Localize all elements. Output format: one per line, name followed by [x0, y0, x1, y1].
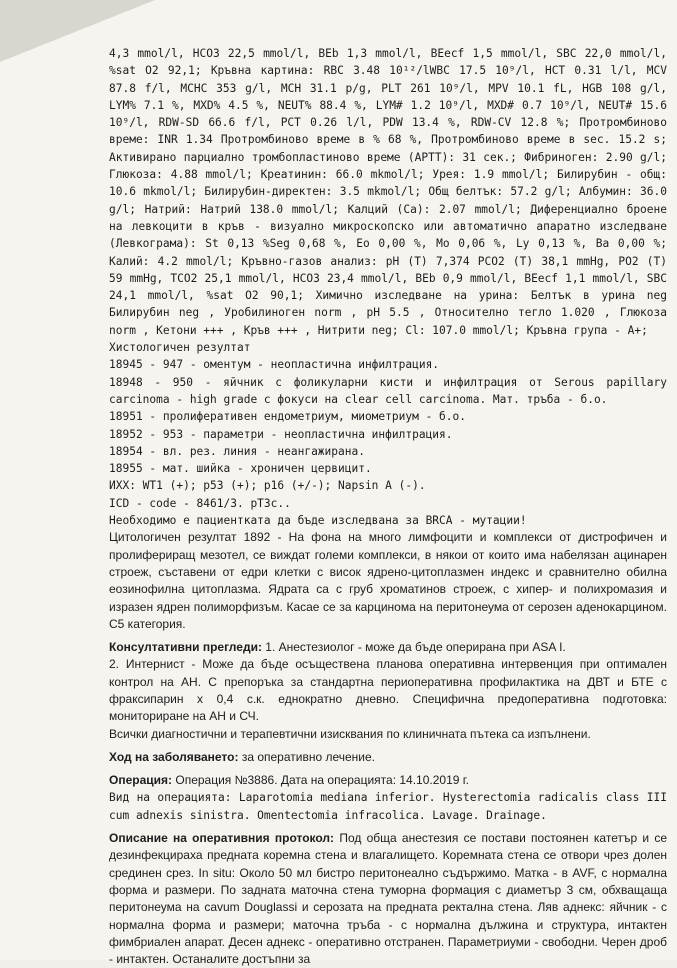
requirements-statement: Всички диагностични и терапевтични изисквания по клиничната пътека са изпълнени. — [109, 726, 591, 741]
disease-course-text: за оперативно лечение. — [241, 749, 376, 764]
operation-heading: Операция: — [109, 773, 173, 788]
disease-course-heading: Ход на заболяването: — [109, 749, 239, 764]
consultations-heading: Консултативни прегледи: — [109, 640, 262, 655]
disease-course — [109, 749, 667, 766]
operative-protocol-text: Под обща анестезия се постави постоянен катетър и се дезинфекцираха предната коремна стена и влагалището. Коремната стена се отвори чрез долен срединен срез. In situ: Около 50 мл бистро перитонеално съдържимо. Матка - в AVF, с нормална форма и размери. По задната маточна стена туморна формация с диаметър 3 см, обхващаща перитонеума на cavum Douglassi и серозата на предната ректална стена. Ляв аднекс: яйчник - с нормална форма и размери; маточна тръба - с нормална дължина и структура, интактен фимбриален апарат. Десен аднекс - оперативно отстранен. Параметриуми - свободни. Черен дроб - интактен. Останалите достъпни за — [109, 831, 667, 967]
histology-line: ICD - code - 8461/3. pT3c.. — [109, 496, 291, 510]
document-body — [109, 45, 667, 968]
histology-line: 18952 - 953 - параметри - неопластична инфилтрация. — [109, 427, 453, 441]
histology-line: Необходимо е пациентката да бъде изследвана за BRCA - мутации! — [109, 514, 527, 528]
histology-line: 18955 - мат. шийка - хроничен цервицит. — [109, 462, 372, 476]
operative-protocol-heading: Описание на оперативния протокол: — [109, 831, 335, 846]
histology-line: 18954 - вл. рез. линия - неангажирана. — [109, 444, 365, 458]
histology-line: ИХХ: WT1 (+); p53 (+); p16 (+/-); Napsin A (-). — [109, 479, 426, 493]
operation-text: Операция №3886. Дата на операцията: 14.10.2019 г. — [175, 773, 470, 788]
histology-line: 18945 - 947 - оментум - неопластична инфилтрация. — [109, 358, 440, 372]
consultations — [109, 639, 667, 656]
histology-line: 18951 - пролиферативен ендометриум, миометриум - б.о. — [109, 410, 466, 424]
histology-line: 18948 - 950 - яйчник с фоликуларни кисти и инфилтрация от Serous papillary carcinoma - high grade с фокуси на clear cell carcinoma. Мат. тръба - б.о. — [109, 375, 667, 406]
operative-protocol — [109, 830, 667, 968]
operation-type: Вид на операцията: Laparotomia mediana inferior. Hysterectomia radicalis class III cum adnexis sinistra. Omentectomia infracolica. Lavage. Drainage. — [109, 791, 667, 822]
histology-title: Хистологичен резултат — [109, 341, 251, 355]
consultation-anesthesiologist: 1. Анестезиолог - може да бъде оперирана при ASA I. — [265, 640, 566, 655]
lab-results-paragraph: 4,3 mmol/l, HCO3 22,5 mmol/l, BEb 1,3 mmol/l, BEecf 1,5 mmol/l, SBC 22,0 mmol/l, %sat O2 92,1; Кръвна картина: RBC 3.48 10¹²/lWBC 17.5 10⁹/l, HCT 0.31 l/l, MCV 87.8 f/l, MCHC 353 g/l, MCH 31.1 p/g, PLT 261 10⁹/l, MPV 10.1 fL, HGB 108 g/l, LYM% 7.1 %, MXD% 4.5 %, NEUT% 88.4 %, LYM# 1.2 10⁹/l, MXD# 0.7 10⁹/l, NEUT# 15.6 10⁹/l, RDW-SD 66.6 f/l, PCT 0.26 l/l, PDW 13.4 %, RDW-CV 12.8 %; Протромбиново време: INR 1.34 Протромбиново време в % 68 %, Протромбиново време в sec. 15.2 s; Активирано парциално тромбопластиново време (APTT): 31 сек.; Фибриноген: 2.90 g/l; Глюкоза: 4.88 mmol/l; Креатинин: 66.0 mkmol/l; Урея: 1.9 mmol/l; Билирубин - общ: 10.6 mkmol/l; Билирубин-директен: 3.5 mkmol/l; Общ белтък: 57.2 g/l; Албумин: 36.0 g/l; Натрий: Натрий 138.0 mmol/l; Калций (Ca): 2.07 mmol/l; Диференциално броене на левкоцити в кръв - визуално микроскопско или автоматично апаратно изследване (Левкограма): St 0,13 %Seg 0,68 %, Eo 0,00 %, Mo 0,06 %, Ly 0,13 %, Ba 0,00 %; Калий: 4.2 mmol/l; Кръвно-газов анализ: pH (T) 7,374 PCO2 (T) 38,1 mmHg, PO2 (T) 59 mmHg, TCO2 25,1 mmol/l, HCO3 23,4 mmol/l, BEb 0,9 mmol/l, BEecf 1,1 mmol/l, SBC 24,1 mmol/l, %sat O2 90,1; Химично изследване на урина: Белтък в урина neg Билирубин neg , Уробилиноген norm , pH 5.5 , Относително тегло 1.020 , Глюкоза norm , Кетони +++ , Кръв +++ , Нитрити neg; Cl: 107.0 mmol/l; Кръвна група - А+; — [109, 47, 667, 337]
cytology-paragraph: Цитологичен резултат 1892 - На фона на много лимфоцити и комплекси от дистрофичен и пролифериращ мезотел, се виждат големи комплекси, в някои от които има набелязан ацинарен строеж, съставени от едри клетки с висок ядрено-цитоплазмен индекс и сравнително обилна еозинофилна цитоплазма. Ядрата са с груб хроматинов строеж, с хипер- и полихромазия и изразен ядрен полиморфизъм. Касае се за карцинома на перитонеума от серозен аденокарцином. C5 категория. — [109, 530, 667, 631]
operation — [109, 772, 667, 789]
consultation-internist: 2. Интернист - Може да бъде осъществена планова оперативна интервенция при оптимален контрол на АН. С препоръка за стандартна периоперативна профилактика на ДВТ и БТЕ с фраксипарин х 0,4 с.к. еднократно дневно. Специфична предоперативна подготовка: мониториране на АН и СЧ. — [109, 657, 667, 724]
